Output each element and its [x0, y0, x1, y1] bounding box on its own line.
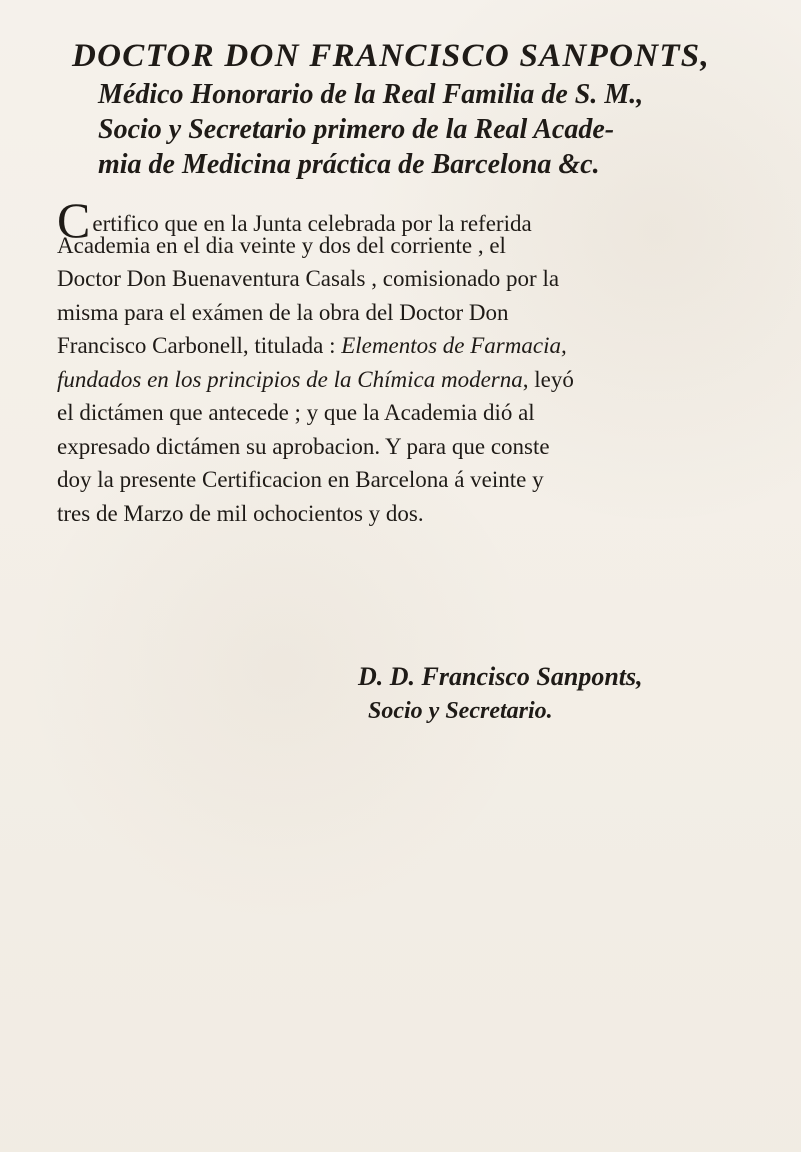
- signature-title: Socio y Secretario.: [368, 698, 553, 724]
- header-line-1: Médico Honorario de la Real Familia de S. M.,: [98, 79, 644, 110]
- certification-paragraph: [57, 192, 747, 530]
- paragraph-line: Academia en el dia veinte y dos del corriente , el: [57, 232, 506, 258]
- paragraph-line: tres de Marzo de mil ochocientos y dos.: [57, 500, 424, 526]
- paragraph-text: , leyó: [522, 366, 574, 392]
- paragraph-line: [57, 363, 747, 397]
- paragraph-text: Francisco Carbonell, titulada :: [57, 333, 342, 358]
- bleed-through-text: [410, 740, 416, 763]
- paragraph-line: [57, 329, 747, 363]
- paragraph-text: ertifico que en la Junta celebrada por la referida: [92, 211, 532, 236]
- bleed-through-text: [105, 603, 111, 626]
- signature-block: [358, 661, 778, 724]
- paragraph-line: el dictámen que antecede ; y que la Academia dió al: [57, 400, 535, 425]
- book-title-part-2: fundados en los principios de la Chímica moderna: [57, 366, 523, 392]
- paragraph-line: Doctor Don Buenaventura Casals , comisionado por la: [57, 266, 560, 291]
- paragraph-line: expresado dictámen su aprobacion. Y para que conste: [57, 433, 550, 459]
- bleed-through-text: [85, 540, 91, 563]
- page-title: DOCTOR DON FRANCISCO SANPONTS,: [72, 38, 711, 74]
- book-title-part-1: Elementos de Farmacia,: [341, 333, 567, 358]
- signature-name: D. D. Francisco Sanponts,: [358, 662, 643, 691]
- header-line-3: mia de Medicina práctica de Barcelona &c.: [98, 149, 600, 180]
- header-line-2: Socio y Secretario primero de la Real Acade-: [98, 114, 615, 145]
- paragraph-line: doy la presente Certificacion en Barcelona á veinte y: [57, 467, 544, 492]
- paragraph-line: misma para el exámen de la obra del Doctor Don: [57, 299, 509, 325]
- drop-cap: C: [57, 192, 91, 248]
